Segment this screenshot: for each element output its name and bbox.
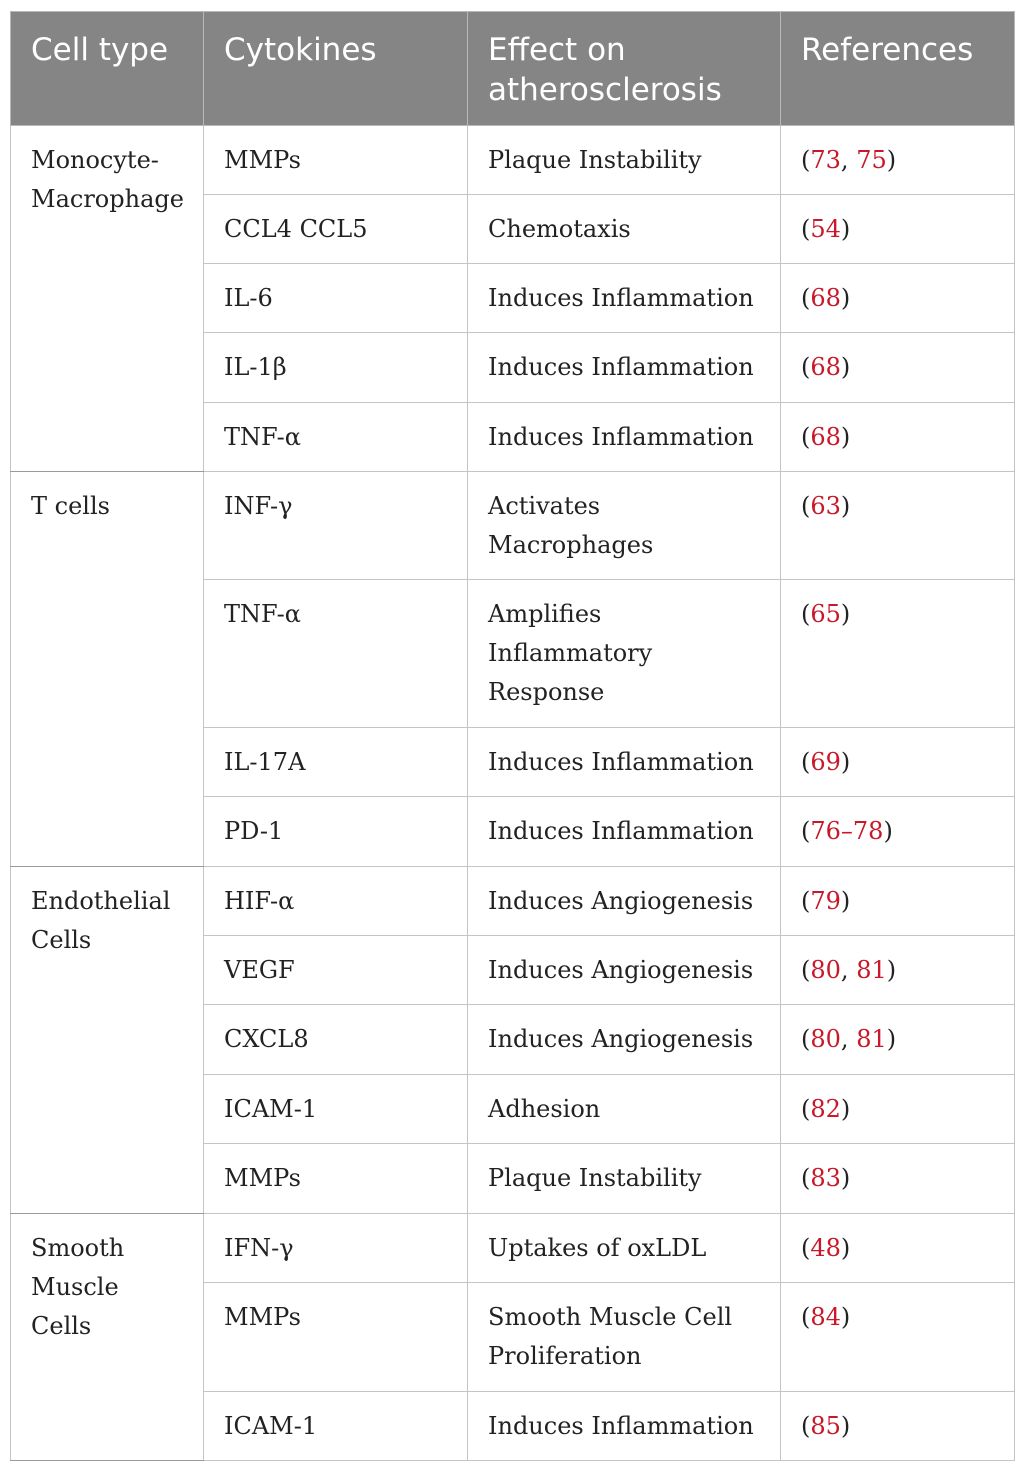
cytokine-cell: ICAM-1 xyxy=(204,1075,468,1144)
reference-link[interactable]: 54 xyxy=(810,215,841,243)
references-cell: (84) xyxy=(781,1283,1015,1392)
references-cell: (54) xyxy=(781,195,1015,264)
effect-cell: Induces Angiogenesis xyxy=(468,867,781,936)
references-cell: (68) xyxy=(781,264,1015,333)
header-effect: Effect on atherosclerosis xyxy=(468,12,781,126)
reference-link[interactable]: 80 xyxy=(810,1025,841,1053)
reference-separator: , xyxy=(840,1025,857,1053)
references-cell: (83) xyxy=(781,1144,1015,1214)
header-references: References xyxy=(781,12,1015,126)
header-row xyxy=(11,12,1015,126)
effect-cell: Smooth Muscle Cell Proliferation xyxy=(468,1283,781,1392)
reference-separator: , xyxy=(840,146,857,174)
references-cell: (68) xyxy=(781,333,1015,403)
effect-cell: Plaque Instability xyxy=(468,126,781,195)
effect-cell: Induces Inflammation xyxy=(468,264,781,333)
cytokine-cell: MMPs xyxy=(204,126,468,195)
effect-cell: Amplifies Inflammatory Response xyxy=(468,580,781,728)
reference-link[interactable]: 73 xyxy=(810,146,841,174)
reference-link[interactable]: 84 xyxy=(810,1303,841,1331)
reference-link[interactable]: 75 xyxy=(856,146,887,174)
effect-cell: Uptakes of oxLDL xyxy=(468,1214,781,1283)
effect-cell: Activates Macrophages xyxy=(468,472,781,580)
references-cell: (48) xyxy=(781,1214,1015,1283)
reference-link[interactable]: 85 xyxy=(810,1412,841,1440)
table-header xyxy=(11,12,1015,126)
table-row xyxy=(11,867,1015,936)
table-row xyxy=(11,1214,1015,1283)
reference-link[interactable]: 63 xyxy=(810,492,841,520)
reference-link[interactable]: 68 xyxy=(810,353,841,381)
cytokine-cell: IL-1β xyxy=(204,333,468,403)
cytokine-table xyxy=(10,11,1015,1461)
cytokine-cell: HIF-α xyxy=(204,867,468,936)
cell-type-cell: Endothelial Cells xyxy=(11,867,204,1214)
cytokine-cell: IL-17A xyxy=(204,728,468,797)
reference-link[interactable]: 65 xyxy=(810,600,841,628)
header-cell-type: Cell type xyxy=(11,12,204,126)
reference-link[interactable]: 76–78 xyxy=(810,817,884,845)
effect-cell: Plaque Instability xyxy=(468,1144,781,1214)
cytokine-cell: CXCL8 xyxy=(204,1005,468,1075)
cytokine-cell: MMPs xyxy=(204,1144,468,1214)
reference-link[interactable]: 68 xyxy=(810,284,841,312)
references-cell: (76–78) xyxy=(781,797,1015,867)
effect-cell: Induces Inflammation xyxy=(468,403,781,472)
reference-separator: , xyxy=(840,956,857,984)
effect-cell: Induces Inflammation xyxy=(468,797,781,867)
cytokine-cell: ICAM-1 xyxy=(204,1392,468,1461)
cell-type-cell: T cells xyxy=(11,472,204,867)
references-cell: (69) xyxy=(781,728,1015,797)
table-row xyxy=(11,126,1015,195)
reference-link[interactable]: 80 xyxy=(810,956,841,984)
effect-cell: Chemotaxis xyxy=(468,195,781,264)
cytokine-cell: CCL4 CCL5 xyxy=(204,195,468,264)
references-cell: (80, 81) xyxy=(781,1005,1015,1075)
effect-cell: Induces Angiogenesis xyxy=(468,1005,781,1075)
references-cell: (79) xyxy=(781,867,1015,936)
reference-link[interactable]: 82 xyxy=(810,1095,841,1123)
reference-link[interactable]: 83 xyxy=(810,1164,841,1192)
references-cell: (73, 75) xyxy=(781,126,1015,195)
references-cell: (63) xyxy=(781,472,1015,580)
cytokine-cell: VEGF xyxy=(204,936,468,1005)
cytokine-cell: INF-γ xyxy=(204,472,468,580)
effect-cell: Induces Inflammation xyxy=(468,333,781,403)
references-cell: (68) xyxy=(781,403,1015,472)
effect-cell: Induces Angiogenesis xyxy=(468,936,781,1005)
cytokine-cell: PD-1 xyxy=(204,797,468,867)
cytokine-cell: TNF-α xyxy=(204,580,468,728)
effect-cell: Induces Inflammation xyxy=(468,1392,781,1461)
references-cell: (85) xyxy=(781,1392,1015,1461)
table-body xyxy=(11,126,1015,1461)
reference-link[interactable]: 69 xyxy=(810,748,841,776)
references-cell: (65) xyxy=(781,580,1015,728)
table-row xyxy=(11,472,1015,580)
reference-link[interactable]: 48 xyxy=(810,1234,841,1262)
cell-type-cell: Monocyte-Macrophage xyxy=(11,126,204,472)
cytokine-cell: TNF-α xyxy=(204,403,468,472)
effect-cell: Adhesion xyxy=(468,1075,781,1144)
reference-link[interactable]: 81 xyxy=(856,956,887,984)
reference-link[interactable]: 68 xyxy=(810,423,841,451)
cytokine-cell: IFN-γ xyxy=(204,1214,468,1283)
reference-link[interactable]: 79 xyxy=(810,887,841,915)
references-cell: (82) xyxy=(781,1075,1015,1144)
cytokine-cell: IL-6 xyxy=(204,264,468,333)
cell-type-cell: Smooth Muscle Cells xyxy=(11,1214,204,1461)
reference-link[interactable]: 81 xyxy=(856,1025,887,1053)
header-cytokines: Cytokines xyxy=(204,12,468,126)
effect-cell: Induces Inflammation xyxy=(468,728,781,797)
references-cell: (80, 81) xyxy=(781,936,1015,1005)
cytokine-cell: MMPs xyxy=(204,1283,468,1392)
